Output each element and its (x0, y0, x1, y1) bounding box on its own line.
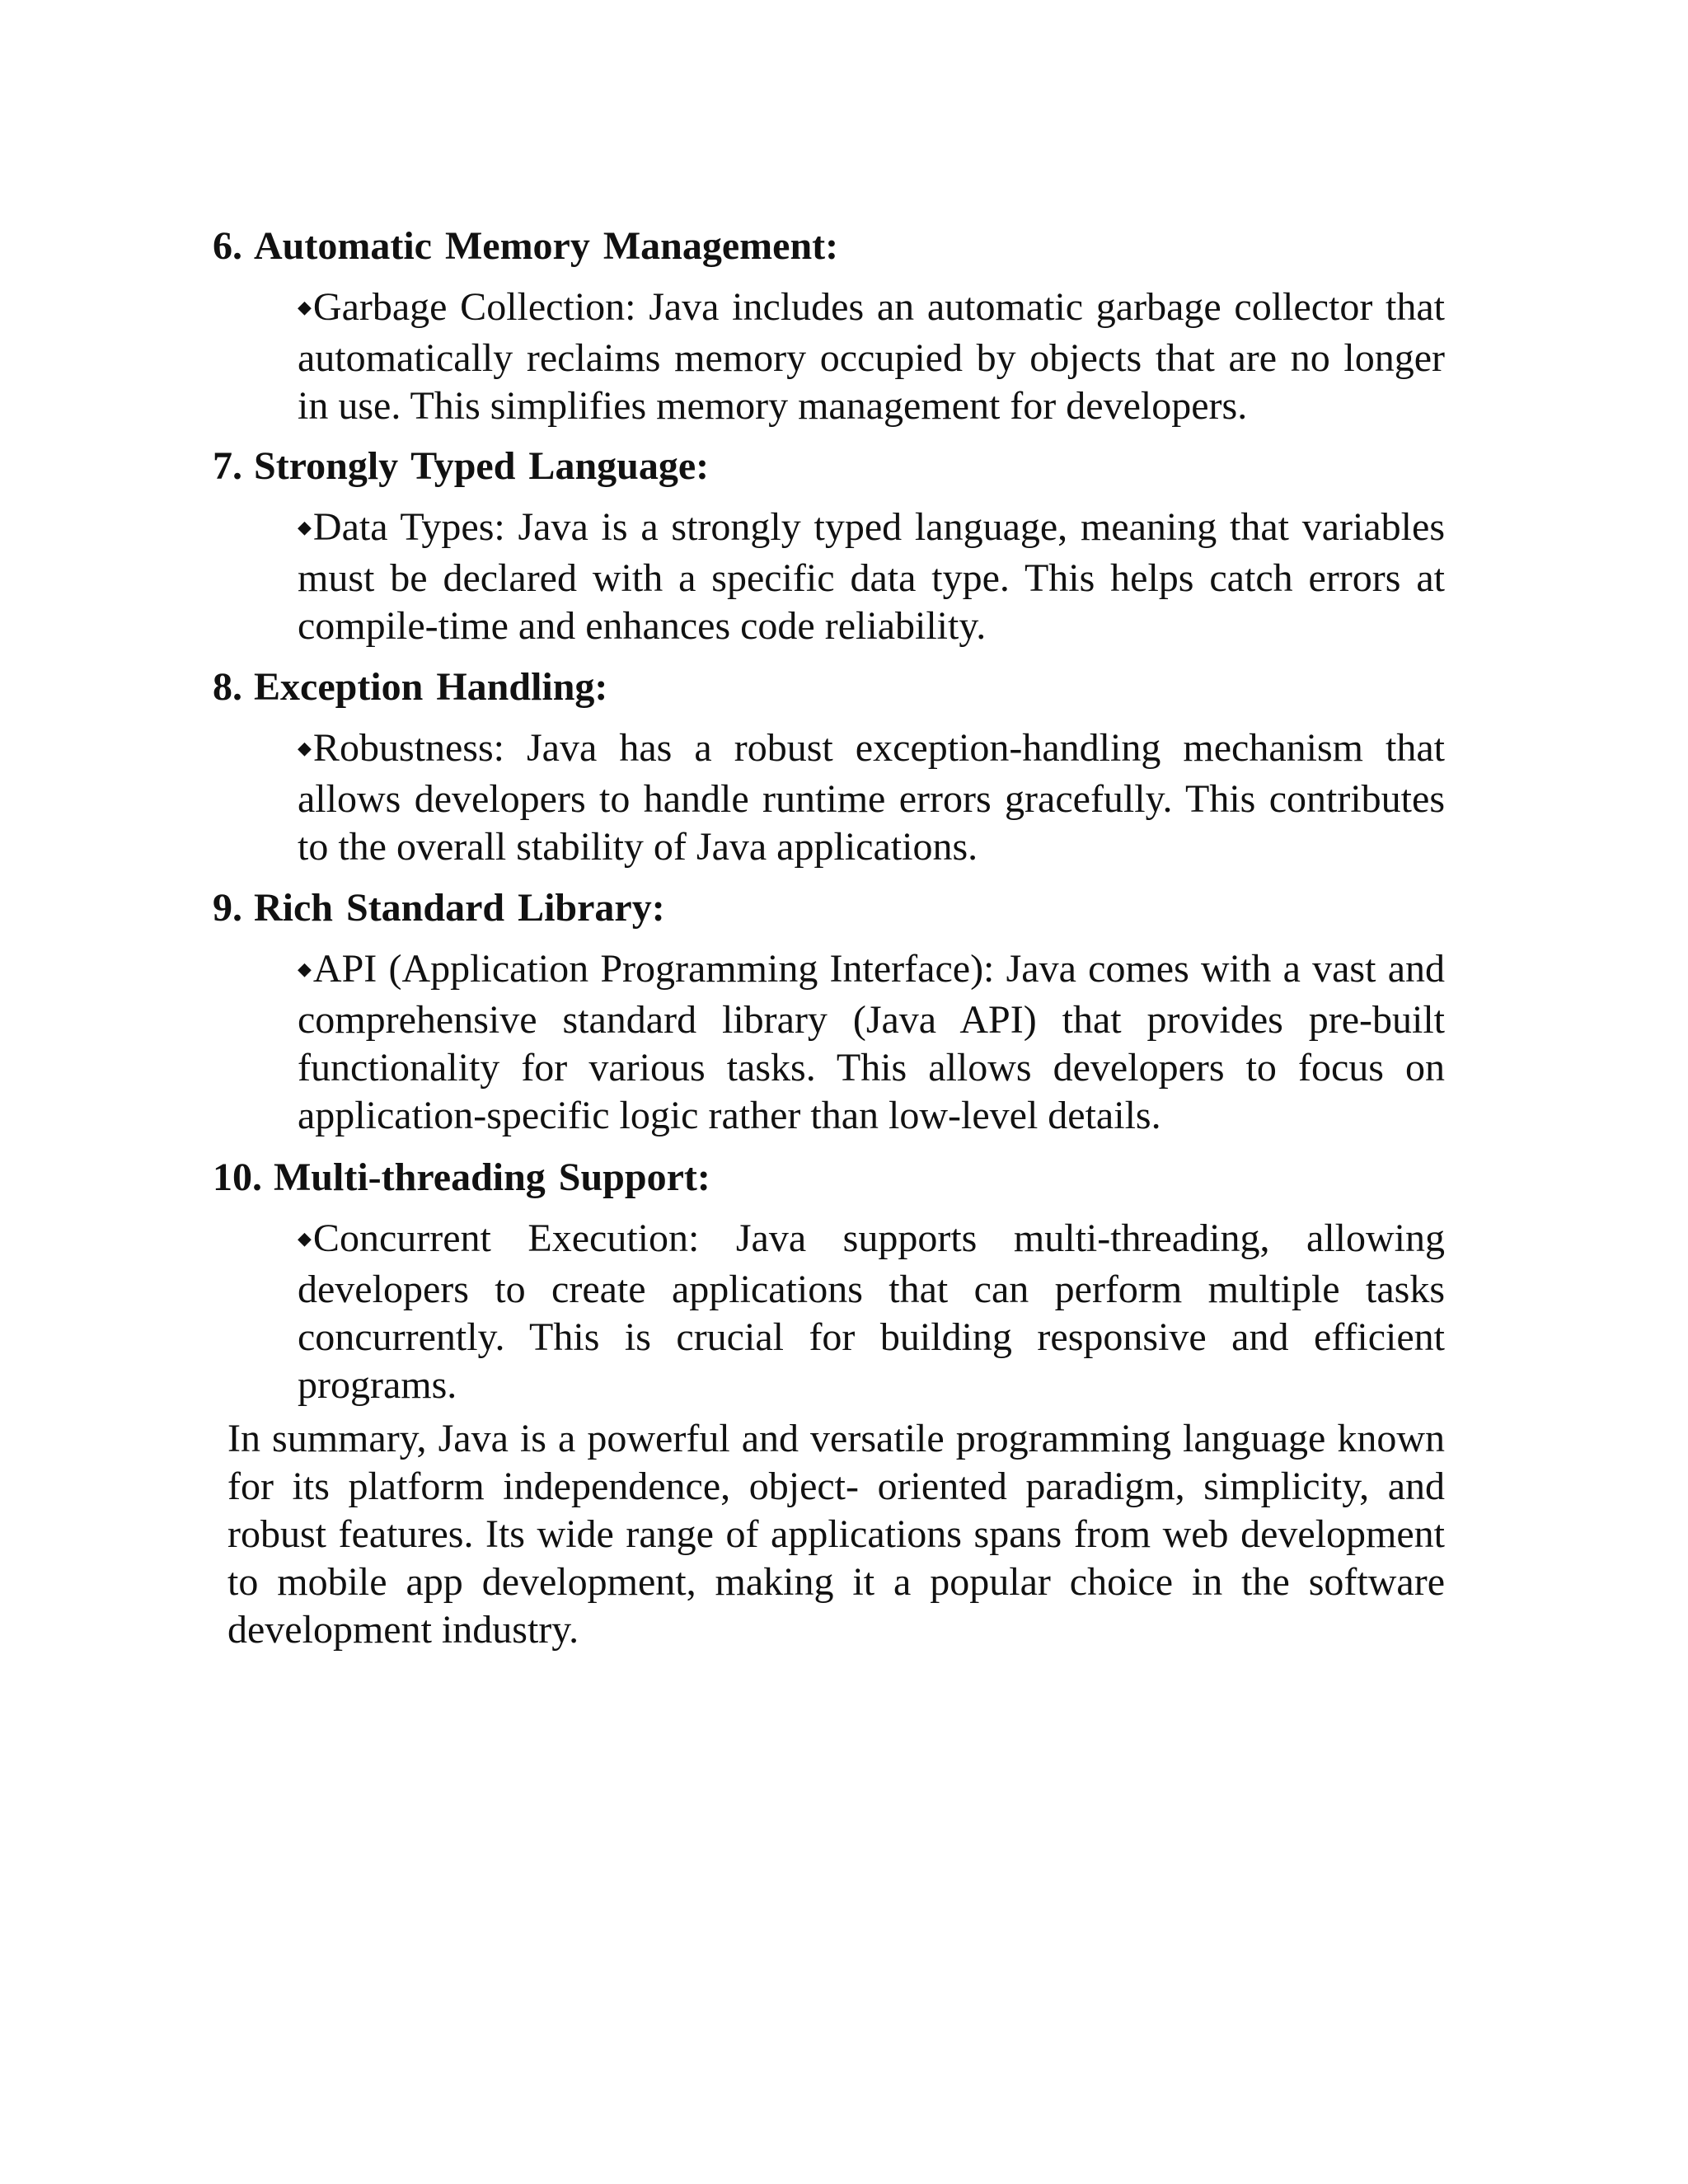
section-heading (213, 884, 1445, 932)
section-automatic-memory-management (213, 223, 1445, 430)
diamond-bullet-icon: ◆ (298, 516, 312, 537)
section-number: 6. (213, 224, 242, 268)
section-number: 10. (213, 1155, 262, 1199)
section-number: 9. (213, 886, 242, 930)
section-number: 8. (213, 665, 242, 709)
bullet-paragraph (298, 284, 1445, 430)
section-title: Exception Handling: (254, 665, 608, 709)
section-title: Rich Standard Library: (254, 886, 665, 930)
bullet-text: Concurrent Execution: Java supports multi-threading, allowing developers to create applications that can perform multiple tasks concurrently. This is crucial for building responsive and efficient programs. (298, 1216, 1445, 1407)
bullet-paragraph (298, 1215, 1445, 1409)
bullet-text: API (Application Programming Interface): Java comes with a vast and comprehensive standard library (Java API) that provides pre-built functionality for various tasks. This allows developers to focus on application-specific logic rather than low-level details. (298, 947, 1445, 1137)
bullet-text: Garbage Collection: Java includes an automatic garbage collector that automatically reclaims memory occupied by objects that are no longer in use. This simplifies memory management for developers. (298, 285, 1445, 428)
section-title: Multi-threading Support: (274, 1155, 710, 1199)
section-heading (213, 443, 1445, 490)
diamond-bullet-icon: ◆ (298, 296, 312, 317)
section-title: Automatic Memory Management: (254, 224, 839, 268)
diamond-bullet-icon: ◆ (298, 958, 312, 979)
bullet-paragraph (298, 724, 1445, 871)
diamond-bullet-icon: ◆ (298, 1227, 312, 1249)
bullet-paragraph (298, 504, 1445, 650)
section-number: 7. (213, 444, 242, 488)
section-multi-threading-support (213, 1154, 1445, 1409)
section-strongly-typed-language (213, 443, 1445, 650)
section-exception-handling (213, 663, 1445, 871)
bullet-text: Data Types: Java is a strongly typed language, meaning that variables must be declared with a specific data type. This helps catch errors at compile-time and enhances code reliability. (298, 505, 1445, 648)
section-title: Strongly Typed Language: (254, 444, 710, 488)
section-heading (213, 663, 1445, 711)
bullet-text: Robustness: Java has a robust exception-handling mechanism that allows developers to handle runtime errors gracefully. This contributes to the overall stability of Java applications. (298, 726, 1445, 869)
section-heading (213, 223, 1445, 270)
bullet-paragraph (298, 945, 1445, 1140)
diamond-bullet-icon: ◆ (298, 737, 312, 758)
section-heading (213, 1154, 1445, 1202)
summary-paragraph: In summary, Java is a powerful and versatile programming language known for its platform independence, object- oriented paradigm, simplicity, and robust features. Its wide range of applications spans from web development to mobile app development, making it a popular choice in the software development industry. (227, 1417, 1445, 1652)
section-rich-standard-library (213, 884, 1445, 1140)
